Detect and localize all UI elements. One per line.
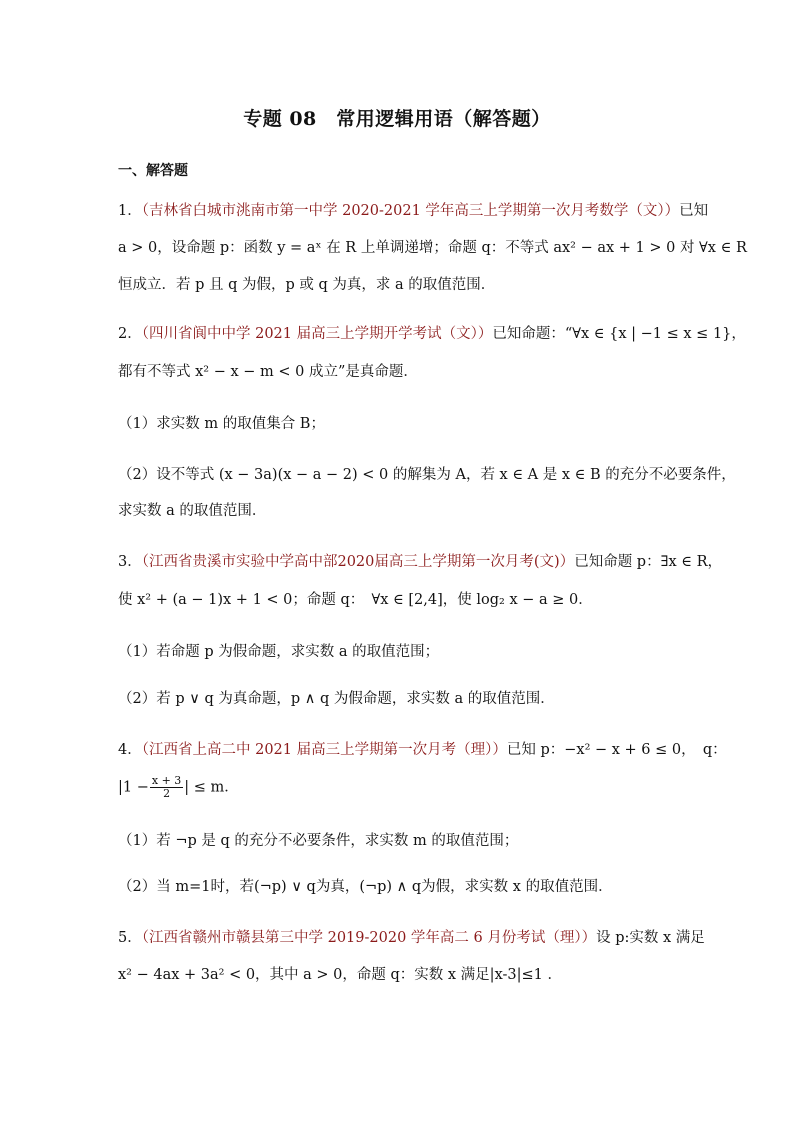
question-1-text: 已知 — [679, 203, 709, 219]
question-1-source: （吉林省白城市洮南市第一中学 2020-2021 学年高三上学期第一次月考数学（文）） — [141, 203, 680, 219]
fraction-denominator: 2 — [163, 787, 171, 800]
fraction-numerator: x + 3 — [151, 774, 182, 787]
question-3-line-1 — [118, 552, 722, 572]
question-1-line-3: 恒成立．若 p 且 q 为假，p 或 q 为真，求 a 的取值范围． — [118, 277, 496, 293]
question-4-text: 已知 p：−x² − x + 6 ≤ 0， q： — [506, 742, 727, 758]
question-5-text: 设 p:实数 x 满足 — [596, 930, 705, 946]
question-4-line-2 — [118, 775, 239, 800]
question-4-abs-close: | ≤ m． — [184, 779, 239, 796]
question-4-part-2: （2）当 m=1时，若(¬p) ∨ q为真，(¬p) ∧ q为假，求实数 x 的取值范围． — [118, 879, 613, 895]
question-1-number: 1． — [118, 203, 142, 219]
section-heading: 一、解答题 — [118, 163, 188, 179]
question-2-line-1 — [118, 324, 746, 344]
question-3-text: 已知命题 p：∃x ∈ R， — [574, 554, 723, 570]
question-1-line-2: a > 0，设命题 p：函数 y = aˣ 在 R 上单调递增；命题 q：不等式 ax² − ax + 1 > 0 对 ∀x ∈ R — [118, 240, 747, 256]
question-5-number: 5． — [118, 930, 142, 946]
question-2-source: （四川省阆中中学 2021 届高三上学期开学考试（文）） — [141, 326, 493, 342]
question-2-part-2: （2）设不等式 (x − 3a)(x − a − 2) < 0 的解集为 A，若 x ∈ A 是 x ∈ B 的充分不必要条件， — [118, 467, 736, 483]
question-4-fraction — [150, 775, 183, 800]
question-4-abs-open: |1 − — [118, 779, 149, 796]
question-2-text: 已知命题：“∀x ∈ {x | −1 ≤ x ≤ 1}， — [492, 326, 746, 342]
question-2-part-2-cont: 求实数 a 的取值范围． — [118, 503, 267, 519]
question-3-part-1: （1）若命题 p 为假命题，求实数 a 的取值范围； — [118, 644, 440, 660]
page-title: 专题 08 常用逻辑用语（解答题） — [243, 108, 551, 130]
question-5-line-2: x² − 4ax + 3a² < 0，其中 a > 0，命题 q：实数 x 满足|x-3|≤1 ． — [118, 967, 562, 983]
question-4-part-1: （1）若 ¬p 是 q 的充分不必要条件，求实数 m 的取值范围； — [118, 833, 519, 849]
question-5-source: （江西省赣州市赣县第三中学 2019-2020 学年高二 6 月份考试（理）） — [141, 930, 597, 946]
question-2-number: 2． — [118, 326, 142, 342]
question-2-line-2: 都有不等式 x² − x − m < 0 成立”是真命题． — [118, 364, 418, 380]
question-3-source: （江西省贵溪市实验中学高中部2020届高三上学期第一次月考(文)） — [141, 554, 575, 570]
question-3-number: 3． — [118, 554, 142, 570]
question-4-number: 4． — [118, 742, 142, 758]
question-5-line-1 — [118, 928, 705, 948]
question-3-line-2: 使 x² + (a − 1)x + 1 < 0；命题 q： ∀x ∈ [2,4]，使 log₂ x − a ≥ 0． — [118, 592, 593, 608]
question-1-line-1 — [118, 201, 708, 221]
question-4-source: （江西省上高二中 2021 届高三上学期第一次月考（理）） — [141, 742, 507, 758]
question-2-part-1: （1）求实数 m 的取值集合 B； — [118, 416, 325, 432]
question-4-line-1 — [118, 740, 727, 760]
question-3-part-2: （2）若 p ∨ q 为真命题，p ∧ q 为假命题，求实数 a 的取值范围． — [118, 691, 555, 707]
